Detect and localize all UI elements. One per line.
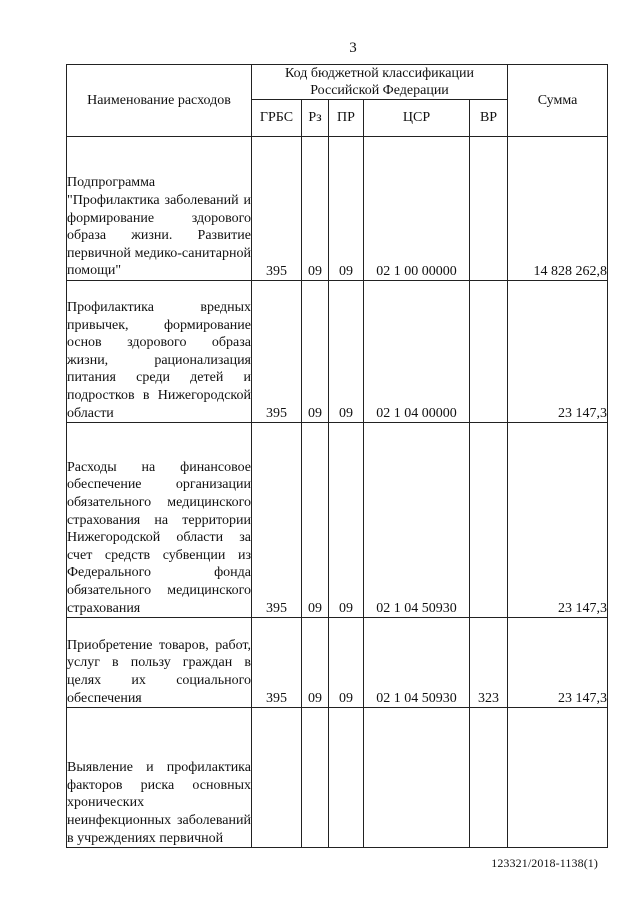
- row-grbs: 395: [252, 281, 302, 423]
- row-pr: [329, 708, 364, 848]
- row-name: Расходы на финансовое обеспечение организации обязательного медицинского страхования на территории Нижегородской области за счет средств субвенции из Федерального фонда обязательного медицинского страхования: [67, 423, 252, 618]
- row-pr: 09: [329, 423, 364, 618]
- row-vr: [470, 281, 508, 423]
- row-sum: 23 147,3: [508, 423, 608, 618]
- row-vr: 323: [470, 618, 508, 708]
- row-rz: [302, 708, 329, 848]
- row-name: Выявление и профилактика факторов риска основных хронических неинфекционных заболеваний в учреждениях первичной: [67, 708, 252, 848]
- row-vr: [470, 423, 508, 618]
- row-csr: 02 1 04 50930: [364, 618, 470, 708]
- row-sum: 23 147,3: [508, 618, 608, 708]
- page-number: 3: [349, 40, 357, 56]
- header-sum: Сумма: [508, 65, 608, 137]
- row-name: Приобретение товаров, работ, услуг в пользу граждан в целях их социального обеспечения: [67, 618, 252, 708]
- row-pr: 09: [329, 137, 364, 281]
- header-csr: ЦСР: [364, 100, 470, 137]
- header-pr: ПР: [329, 100, 364, 137]
- row-rz: 09: [302, 137, 329, 281]
- row-rz: 09: [302, 618, 329, 708]
- row-sum: 14 828 262,8: [508, 137, 608, 281]
- row-pr: 09: [329, 618, 364, 708]
- row-sum: 23 147,3: [508, 281, 608, 423]
- row-grbs: [252, 708, 302, 848]
- table-row: [67, 137, 608, 281]
- row-pr: 09: [329, 281, 364, 423]
- document-number: 123321/2018-1138(1): [491, 856, 598, 870]
- row-sum: [508, 708, 608, 848]
- table-row: [67, 618, 608, 708]
- header-rz: Рз: [302, 100, 329, 137]
- row-grbs: 395: [252, 618, 302, 708]
- header-code-group: Код бюджетной классификации Российской Федерации: [252, 65, 508, 100]
- header-name: Наименование расходов: [67, 65, 252, 137]
- header-grbs: ГРБС: [252, 100, 302, 137]
- row-rz: 09: [302, 423, 329, 618]
- row-grbs: 395: [252, 423, 302, 618]
- table-row: [67, 281, 608, 423]
- table-row: [67, 708, 608, 848]
- row-rz: 09: [302, 281, 329, 423]
- table-row: [67, 423, 608, 618]
- row-vr: [470, 137, 508, 281]
- row-csr: 02 1 00 00000: [364, 137, 470, 281]
- row-csr: 02 1 04 50930: [364, 423, 470, 618]
- budget-table: [66, 64, 608, 848]
- row-csr: 02 1 04 00000: [364, 281, 470, 423]
- row-name: Подпрограмма "Профилактика заболеваний и формирование здорового образа жизни. Развитие первичной медико-санитарной помощи": [67, 137, 252, 281]
- header-vr: ВР: [470, 100, 508, 137]
- row-name: Профилактика вредных привычек, формирование основ здорового образа жизни, рационализация питания среди детей и подростков в Нижегородской области: [67, 281, 252, 423]
- row-vr: [470, 708, 508, 848]
- row-grbs: 395: [252, 137, 302, 281]
- row-csr: [364, 708, 470, 848]
